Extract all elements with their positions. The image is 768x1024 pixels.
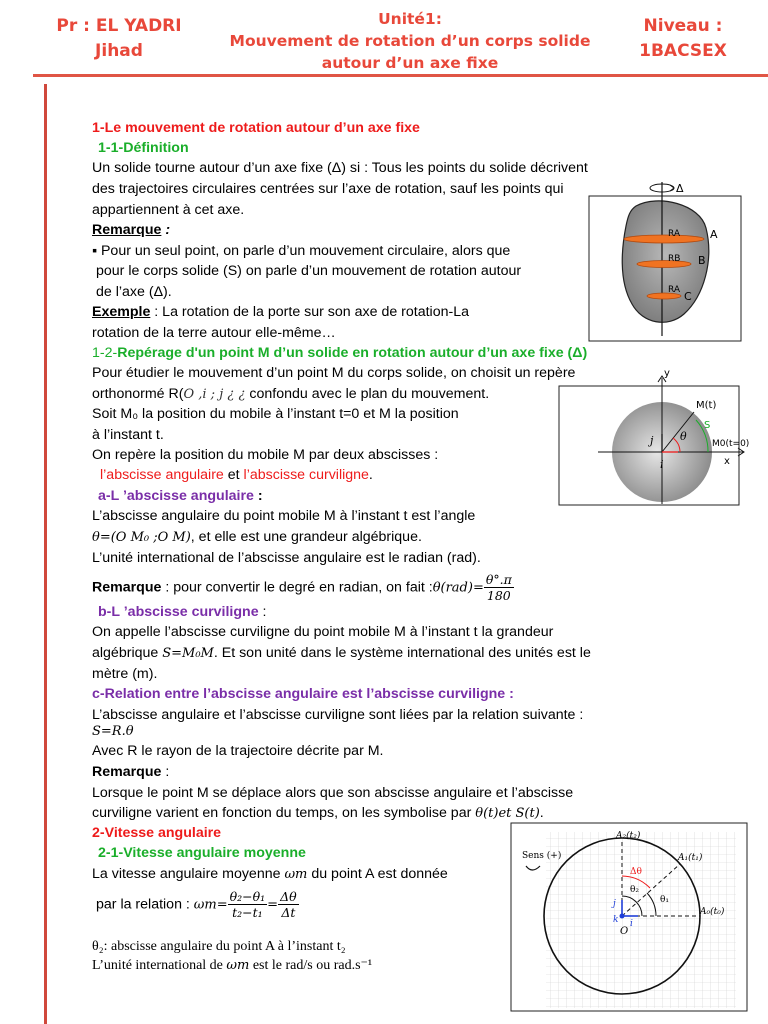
remark-1 (92, 220, 170, 241)
section-1-2-title: Repérage d'un point M d’un solide en rotation autour d’un axe fixe (Δ) (117, 345, 588, 361)
remark-label: Remarque (92, 222, 162, 238)
remark-line2: pour le corps solide (S) on parle d’un mouvement de rotation autour (96, 263, 522, 279)
sc-line1: L’abscisse angulaire et l’abscisse curviligne sont liées par la relation suivante : (92, 707, 584, 723)
omega-fraction-1 (228, 889, 268, 920)
remark-line1: ▪ Pour un seul point, on parle d’un mouvement circulaire, alors que (92, 243, 511, 259)
frame-formula: O ,i ; j ¿ ¿ (183, 387, 246, 402)
k-label: k (613, 915, 619, 925)
section-a-colon: : (253, 488, 263, 504)
section-c-heading (92, 684, 514, 705)
example-line2: rotation de la terre autour elle-même… (92, 325, 336, 341)
sb-line1: On appelle l’abscisse curviligne du point mobile M à l’instant t la grandeur (92, 624, 554, 640)
point-b-label: B (698, 254, 706, 267)
sa-line2 (92, 527, 422, 549)
level-line1: Niveau : (643, 16, 723, 36)
s2-line4 (92, 956, 372, 977)
axis-label: Δ (676, 182, 684, 195)
sa-remark-text: : pour convertir le degré en radian, on fait : (161, 579, 433, 596)
center-dot (620, 914, 625, 919)
unit-title (215, 8, 605, 76)
s12-line3: Soit M₀ la position du mobile à l’instant t=0 et M la position (92, 406, 459, 422)
sc-remark-colon: : (161, 764, 170, 780)
section-1-2-number: 1-2- (92, 345, 118, 361)
s12-period: . (368, 467, 373, 483)
title-line3: autour d’un axe fixe (321, 54, 499, 72)
sa-remark-label: Remarque (92, 579, 162, 596)
sa-line1: L’abscisse angulaire du point mobile M à l’instant t est l’angle (92, 508, 476, 524)
curvilinear-abscissa-term: l’abscisse curviligne (243, 467, 369, 483)
remark-colon: : (161, 222, 171, 238)
definition-line3: appartiennent à cet axe. (92, 202, 245, 218)
j-label: j (650, 434, 654, 447)
margin-rule (44, 84, 47, 1024)
a0-label: A₀(t₀) (700, 907, 725, 917)
omega-m-unit-symbol: ωm (226, 958, 250, 973)
disc-b (637, 261, 691, 268)
section-b-colon: : (258, 604, 267, 620)
section-c-colon: : (505, 686, 514, 702)
sa-line3: L’unité international de l’abscisse angulaire est le radian (rad). (92, 550, 481, 566)
s2-formula-line (96, 889, 299, 920)
a2-label: A₂(t₂) (616, 831, 641, 841)
author-block (44, 14, 194, 64)
j-label: j (613, 899, 616, 909)
section-2-1-heading: 2-1-Vitesse angulaire moyenne (98, 845, 306, 861)
definition-line2: des trajectoires circulaires centrées sur l’axe de rotation, sauf les points qui (92, 181, 564, 197)
level-line2: 1BACSEX (639, 41, 727, 61)
s2-line4-a: L’unité international de (92, 958, 227, 973)
point-c-label: C (684, 290, 692, 303)
solid-rotation-figure (588, 176, 742, 342)
s2-line4-b: est le rad/s ou rad.s⁻¹ (249, 958, 373, 973)
sc-line5 (92, 803, 544, 825)
sc-line3: Avec R le rayon de la trajectoire décrite par M. (92, 743, 384, 759)
omega-f2-num: Δθ (280, 889, 297, 904)
sb-line2-a: algébrique (92, 645, 163, 661)
level-block (618, 14, 748, 64)
sa-line2-text: , et elle est une grandeur algébrique. (190, 529, 422, 545)
section-a-title: a-L ’abscisse angulaire (98, 488, 254, 504)
time-functions: θ(t)et S(t) (475, 806, 540, 821)
radius-a-label: RA (668, 229, 681, 239)
s12-line2-a: orthonormé R( (92, 386, 184, 402)
s12-line2 (92, 384, 489, 406)
s12-line4: à l’instant t. (92, 427, 164, 443)
section-b-heading (98, 602, 266, 623)
s-label: S (704, 420, 711, 431)
section-1-1-heading: 1-1-Définition (98, 140, 189, 156)
s12-line2-b: confondu avec le plan du mouvement. (245, 386, 490, 402)
s2-line1-b: du point A est donnée (307, 866, 448, 882)
deg-rad-denominator: 180 (486, 588, 511, 603)
sc-line5-a: curviligne varient en fonction du temps, on les symbolise par (92, 805, 476, 821)
title-line1: Unité1: (378, 10, 442, 28)
grid-background (546, 832, 736, 1008)
delta-theta-label: Δθ (630, 867, 642, 877)
s12-and: et (223, 467, 244, 483)
s2-line1-a: La vitesse angulaire moyenne (92, 866, 285, 882)
point-a-label: A (710, 228, 718, 241)
sense-label: Sens (+) (522, 851, 562, 861)
header-rule (33, 74, 768, 77)
sb-line3: mètre (m). (92, 666, 158, 682)
m-label: M(t) (696, 400, 717, 411)
example-text: : La rotation de la porte sur son axe de rotation-La (150, 304, 469, 320)
sc-line4: Lorsque le point M se déplace alors que son abscisse angulaire et l’abscisse (92, 785, 574, 801)
deg-rad-fraction (484, 572, 514, 603)
axis-arrow-head (670, 185, 674, 191)
angular-abscissa-term: l’abscisse angulaire (100, 467, 224, 483)
deg-rad-numerator: θ°.π (485, 572, 512, 587)
author-line2: Jihad (95, 41, 143, 61)
y-label: y (664, 368, 670, 379)
x-label: x (724, 456, 730, 467)
section-b-title: b-L ’abscisse curviligne (98, 604, 259, 620)
omega-f1-den: t₂−t₁ (232, 905, 263, 920)
example-label: Exemple (92, 304, 151, 320)
sa-remark-lhs: θ(rad)= (432, 580, 484, 596)
a1-label: A₁(t₁) (678, 853, 703, 863)
section-1-2-heading (92, 343, 587, 364)
s12-line6 (100, 465, 373, 486)
omega-eq: = (267, 897, 279, 913)
author-line1: Pr : EL YADRI (56, 16, 182, 36)
i-label: i (660, 458, 664, 471)
i-label: i (630, 919, 633, 929)
s2-line3: θ₂: abscisse angulaire du point A à l’instant t₂ (92, 939, 346, 954)
radius-b-label: RB (668, 254, 681, 264)
relation-formula: S=R.θ (92, 724, 134, 739)
disc-a (624, 235, 704, 243)
section-a-heading (98, 486, 263, 507)
position-figure (558, 366, 752, 506)
s2-line2-a: par la relation : (96, 896, 194, 913)
theta1-label: θ₁ (660, 895, 670, 905)
sb-line2-b: . Et son unité dans le système international des unités est le (213, 645, 591, 661)
omega-m-symbol: ωm (284, 867, 308, 882)
sa-remark (92, 572, 514, 603)
s2-line1 (92, 864, 448, 886)
section-c-title: c-Relation entre l’abscisse angulaire est l’abscisse curviligne (92, 686, 506, 702)
omega-f1-num: θ₂−θ₁ (229, 889, 266, 904)
sc-remark (92, 762, 169, 783)
omega-fraction-2 (278, 889, 299, 920)
omega-lhs: ωm= (193, 897, 228, 913)
theta2-label: θ₂ (630, 885, 640, 895)
m0-label: M0(t=0) (712, 439, 750, 449)
example-line1 (92, 302, 469, 323)
section-2-heading: 2-Vitesse angulaire (92, 825, 222, 841)
s12-line5: On repère la position du mobile M par deux abscisses : (92, 447, 439, 463)
angular-velocity-figure (510, 822, 750, 1014)
sc-line5-b: . (539, 805, 544, 821)
origin-label: O (620, 926, 629, 937)
sc-remark-label: Remarque (92, 764, 162, 780)
theta-definition: θ=(O M₀ ;O M) (92, 530, 191, 545)
remark-line3: de l’axe (Δ). (96, 284, 172, 300)
definition-line1: Un solide tourne autour d’un axe fixe (Δ) si : Tous les points du solide décrivent (92, 160, 588, 176)
sb-line2 (92, 643, 591, 665)
arc-formula: S=M₀M (162, 646, 214, 661)
radius-a2-label: RA (668, 285, 681, 295)
page-header (0, 0, 768, 80)
theta-label: θ (680, 430, 687, 443)
omega-f2-den: Δt (281, 905, 296, 920)
section-1-heading: 1-Le mouvement de rotation autour d’un axe fixe (92, 120, 420, 136)
s12-line1: Pour étudier le mouvement d’un point M du corps solide, on choisit un repère (92, 365, 576, 381)
title-line2: Mouvement de rotation d’un corps solide (229, 32, 591, 50)
